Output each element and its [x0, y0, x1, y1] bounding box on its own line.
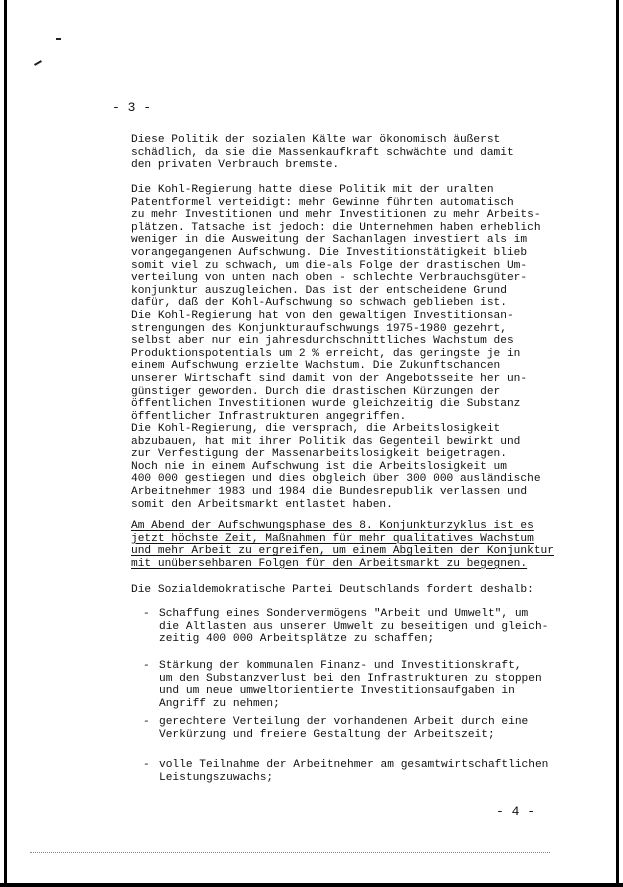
paragraph-3: Die Kohl-Regierung, die versprach, die Arbeitslosigkeit abzubauen, hat mit ihrer Politik das Gegenteil bewirkt und zur Verfestigung der Massenarbeitslosigkeit beigetragen. Noch nie in einem Aufschwung ist die Arbeitslosigkeit um 400 000 gestiegen und dies obgleich über 300 000 ausländische Arbeitnehmer 1983 und 1984 die Bundesrepublik verlassen und somit den Arbeitsmarkt entlastet haben. [131, 423, 541, 511]
scan-speck [34, 60, 42, 66]
scan-border-bottom [0, 883, 623, 887]
bullet-dash: - [143, 716, 150, 728]
paragraph-1: Diese Politik der sozialen Kälte war ökonomisch äußerst schädlich, da sie die Massenkaufkraft schwächte und damit den privaten Verbrauch bremste. [131, 134, 514, 172]
page-number-top: - 3 - [112, 100, 152, 115]
scan-border-right [616, 0, 619, 887]
bullet-item-3: gerechtere Verteilung der vorhandenen Arbeit durch eine Verkürzung und freiere Gestaltung der Arbeitszeit; [159, 716, 529, 741]
scan-footer-noise [30, 852, 550, 855]
paragraph-2: Die Kohl-Regierung hatte diese Politik mit der uralten Patentformel verteidigt: mehr Gewinne führten automatisch zu mehr Investitionen und mehr Investitionen zu mehr Arbeits- plätzen. Tatsache ist jedoch: die Unternehmen haben erheblich weniger in die Ausweitung der Sachanlagen investiert als im vorangegangenen Aufschwung. Die Investitionstätigkeit blieb somit viel zu schwach, um die-als Folge der drastischen Um- verteilung von unten nach oben - schlechte Verbrauchsgüter- konjunktur auszugleichen. Das ist der entscheidene Grund dafür, daß der Kohl-Aufschwung so schwach geblieben ist. Die Kohl-Regierung hat von den gewaltigen Investitionsan- strengungen des Konjunkturaufschwungs 1975-1980 gezehrt, selbst aber nur ein jahresdurchschnittliches Wachstum des Produktionspotentials um 2 % erreicht, das geringste je in einem Aufschwung erzielte Wachstum. Die Zukunftschancen unserer Wirtschaft sind damit von der Angebotsseite her un- günstiger geworden. Durch die drastischen Kürzungen der öffentlichen Investitionen wurde gleichzeitig die Substanz öffentlicher Infrastrukturen angegriffen. [131, 184, 541, 423]
bullet-dash: - [143, 660, 150, 672]
scan-border-left [4, 0, 7, 887]
paragraph-5: Die Sozialdemokratische Partei Deutschlands fordert deshalb: [131, 584, 534, 596]
bullet-item-2: Stärkung der kommunalen Finanz- und Investitionskraft, um den Substanzverlust bei den Infrastrukturen zu stoppen und um neue umweltorientierte Investitionsaufgaben in Angriff zu nehmen; [159, 660, 542, 710]
bullet-dash: - [143, 759, 150, 771]
bullet-item-4: volle Teilnahme der Arbeitnehmer am gesamtwirtschaftlichen Leistungszuwachs; [159, 759, 549, 784]
bullet-dash: - [143, 608, 150, 620]
page-number-next: - 4 - [496, 804, 536, 819]
scan-speck [56, 38, 61, 40]
bullet-item-1: Schaffung eines Sondervermögens "Arbeit und Umwelt", um die Altlasten aus unserer Umwelt zu beseitigen und gleich- zeitig 400 000 Arbeitsplätze zu schaffen; [159, 608, 549, 646]
paragraph-4-underlined: Am Abend der Aufschwungsphase des 8. Konjunkturzyklus ist es jetzt höchste Zeit, Maßnahmen für mehr qualitatives Wachstum und mehr Arbeit zu ergreifen, um einem Abgleiten der Konjunktur mit unübersehbaren Folgen für den Arbeitsmarkt zu begegnen. [131, 520, 554, 570]
